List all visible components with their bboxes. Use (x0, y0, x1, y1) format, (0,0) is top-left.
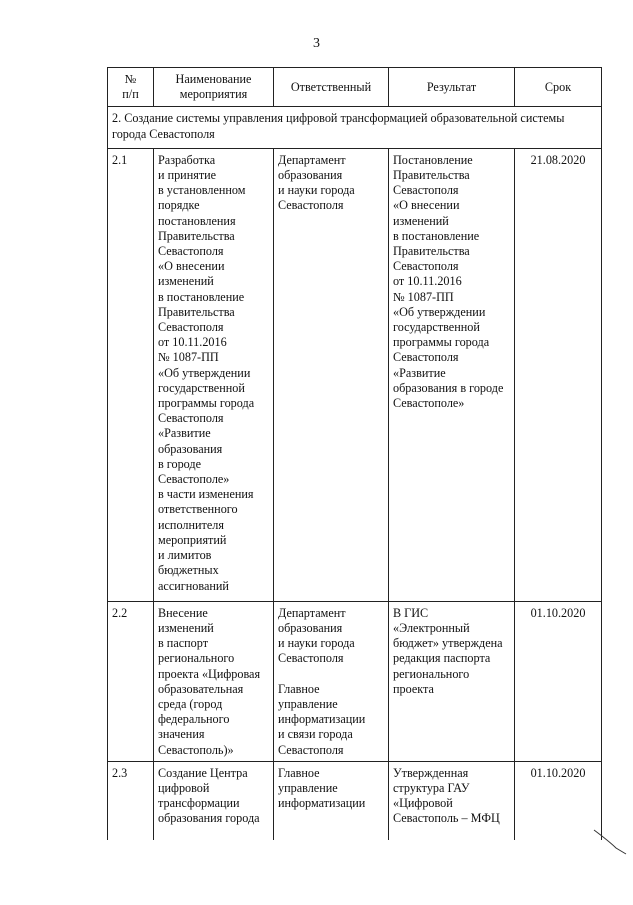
header-responsible: Ответственный (274, 68, 389, 107)
row-deadline: 01.10.2020 (515, 601, 602, 761)
plan-table (107, 67, 602, 840)
row-deadline: 21.08.2020 (515, 148, 602, 601)
row-deadline: 01.10.2020 (515, 761, 602, 840)
row-event-name: Создание Центра цифровой трансформации образования города (154, 761, 274, 840)
row-event-name: Внесение изменений в паспорт регионального проекта «Цифровая образовательная среда (город федерального значения Севастополь)» (154, 601, 274, 761)
row-responsible: Главное управление информатизации (274, 761, 389, 840)
pen-mark (592, 828, 628, 858)
section-title: 2. Создание системы управления цифровой трансформацией образовательной системы города Севастополя (108, 107, 602, 148)
page-number: 3 (313, 36, 320, 51)
header-event-name: Наименование мероприятия (154, 68, 274, 107)
row-number: 2.3 (108, 761, 154, 840)
header-number: № п/п (108, 68, 154, 107)
row-result: Постановление Правительства Севастополя «О внесении изменений в постановление Правительства Севастополя от 10.11.2016 № 1087-ПП «Об утверждении государственной программы города Севастополя «Развитие образования в городе Севастополе» (389, 148, 515, 601)
row-responsible: Департамент образования и науки города Севастополя Главное управление информатизации и связи города Севастополя (274, 601, 389, 761)
row-number: 2.1 (108, 148, 154, 601)
table-row (108, 601, 602, 761)
row-number: 2.2 (108, 601, 154, 761)
row-result: В ГИС «Электронный бюджет» утверждена редакция паспорта регионального проекта (389, 601, 515, 761)
row-responsible: Департамент образования и науки города Севастополя (274, 148, 389, 601)
row-result: Утвержденная структура ГАУ «Цифровой Севастополь – МФЦ (389, 761, 515, 840)
header-deadline: Срок (515, 68, 602, 107)
section-row (108, 107, 602, 148)
header-result: Результат (389, 68, 515, 107)
table-row (108, 148, 602, 601)
row-event-name: Разработка и принятие в установленном порядке постановления Правительства Севастополя «О внесении изменений в постановление Правительства Севастополя от 10.11.2016 № 1087-ПП «Об утверждении государственной программы города Севастополя «Развитие образования в городе Севастополе» в части изменения ответственного исполнителя мероприятий и лимитов бюджетных ассигнований (154, 148, 274, 601)
table-header-row (108, 68, 602, 107)
table-row (108, 761, 602, 840)
